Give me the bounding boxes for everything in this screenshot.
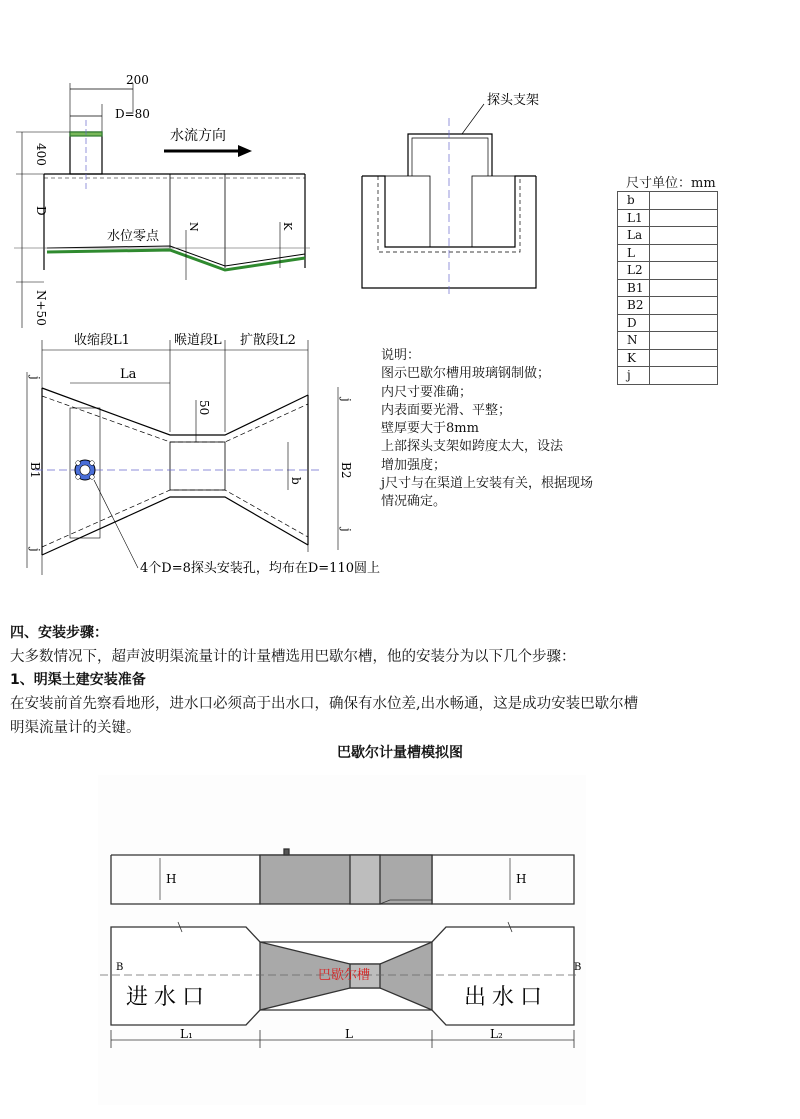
seg-l2-label: 扩散段L2 [240, 333, 296, 348]
hole-note: 4个D=8探头安装孔，均布在D=110圆上 [140, 561, 380, 576]
dim-400: 400 [34, 143, 48, 166]
dimension-table-row [618, 332, 718, 350]
h-label-left: H [166, 872, 177, 886]
dimension-value [650, 367, 718, 385]
dim-50: 50 [197, 400, 211, 416]
dimension-key: L2 [618, 262, 650, 280]
simulation-figure-title: 巴歇尔计量槽模拟图 [337, 745, 463, 761]
b-label-right: B [574, 962, 582, 973]
section-intro: 大多数情况下，超声波明渠流量计的计量槽选用巴歇尔槽，他的安装分为以下几个步骤： [10, 649, 576, 665]
dimension-table [617, 191, 718, 385]
note-line: 情况确定。 [381, 494, 447, 510]
label-k: K [281, 222, 294, 231]
section-heading: 四、安装步骤： [10, 625, 108, 641]
water-zero-label: 水位零点 [107, 229, 160, 244]
label-n: N [187, 222, 200, 232]
h-label-right: H [516, 872, 527, 886]
dimension-value [650, 227, 718, 245]
units-caption: 尺寸单位：mm [626, 176, 716, 191]
note-line: j尺寸与在渠道上安装有关，根据现场 [381, 476, 594, 492]
dim-l2-label: L₂ [490, 1027, 503, 1041]
j-label-top-right: j [339, 398, 353, 402]
flume-name-label: 巴歇尔槽 [318, 968, 371, 983]
dim-200: 200 [126, 73, 149, 87]
side-elevation-view [14, 83, 310, 328]
dimension-value [650, 262, 718, 280]
dimension-key: K [618, 349, 650, 367]
b-label-left: B [116, 962, 124, 973]
dimension-table-row [618, 192, 718, 210]
note-line: 说明： [381, 348, 421, 363]
dimension-table-row [618, 367, 718, 385]
j-label-top-left: j [28, 376, 42, 380]
note-line: 内表面要光滑、平整； [381, 402, 512, 418]
plan-view [27, 340, 338, 575]
dim-d: D [34, 206, 48, 216]
step1-paragraph-line1: 在安装前首先察看地形，进水口必须高于出水口，确保有水位差,出水畅通，这是成功安装巴歇尔槽 [10, 696, 639, 712]
note-line: 增加强度； [381, 457, 447, 473]
dimension-value [650, 279, 718, 297]
b1-label: B1 [28, 462, 42, 479]
dim-l1-label: L₁ [180, 1027, 193, 1041]
dimension-key: L [618, 244, 650, 262]
b-label: b [289, 477, 303, 485]
dimension-table-row [618, 262, 718, 280]
note-line: 壁厚要大于8mm [381, 421, 479, 437]
b2-label: B2 [339, 462, 353, 479]
dimension-table-row [618, 227, 718, 245]
seg-l-label: 喉道段L [174, 333, 222, 348]
step1-paragraph-line2: 明渠流量计的关键。 [10, 720, 141, 736]
dimension-value [650, 209, 718, 227]
dimension-table-row [618, 279, 718, 297]
dimension-key: N [618, 332, 650, 350]
dimension-table-row [618, 244, 718, 262]
probe-holes-icon [75, 460, 95, 480]
la-label: La [120, 367, 137, 382]
note-line: 图示巴歇尔槽用玻璃钢制做； [381, 366, 551, 382]
dim-d80: D=80 [115, 107, 150, 121]
note-line: 内尺寸要准确； [381, 384, 473, 400]
seg-l1-label: 收缩段L1 [74, 333, 130, 348]
notes-block [381, 347, 593, 512]
dim-n50: N+50 [34, 290, 48, 326]
dimension-value [650, 244, 718, 262]
dimension-value [650, 192, 718, 210]
dimension-table-row [618, 349, 718, 367]
dimension-value [650, 332, 718, 350]
probe-bracket-label: 探头支架 [487, 93, 540, 108]
step1-heading: 1、明渠土建安装准备 [10, 672, 146, 688]
inlet-label: 进水口 [126, 985, 211, 1010]
flume-simulation-figure [0, 760, 800, 1119]
dimension-table-row [618, 209, 718, 227]
dim-l-label: L [345, 1027, 353, 1041]
dimension-key: B1 [618, 279, 650, 297]
dimension-key: B2 [618, 297, 650, 315]
dimension-key: D [618, 314, 650, 332]
j-label-bottom-right: j [339, 528, 353, 532]
dimension-table-row [618, 314, 718, 332]
dimension-value [650, 297, 718, 315]
cross-section-view [362, 104, 536, 295]
dimension-value [650, 349, 718, 367]
dimension-value [650, 314, 718, 332]
flow-direction-label: 水流方向 [170, 128, 226, 144]
outlet-label: 出水口 [464, 985, 549, 1010]
dimension-key: La [618, 227, 650, 245]
dimension-key: j [618, 367, 650, 385]
flow-direction-arrow [164, 145, 252, 157]
dimension-table-row [618, 297, 718, 315]
dimension-key: b [618, 192, 650, 210]
note-line: 上部探头支架如跨度太大，设法 [381, 439, 564, 455]
j-label-bottom-left: j [28, 548, 42, 552]
dimension-key: L1 [618, 209, 650, 227]
